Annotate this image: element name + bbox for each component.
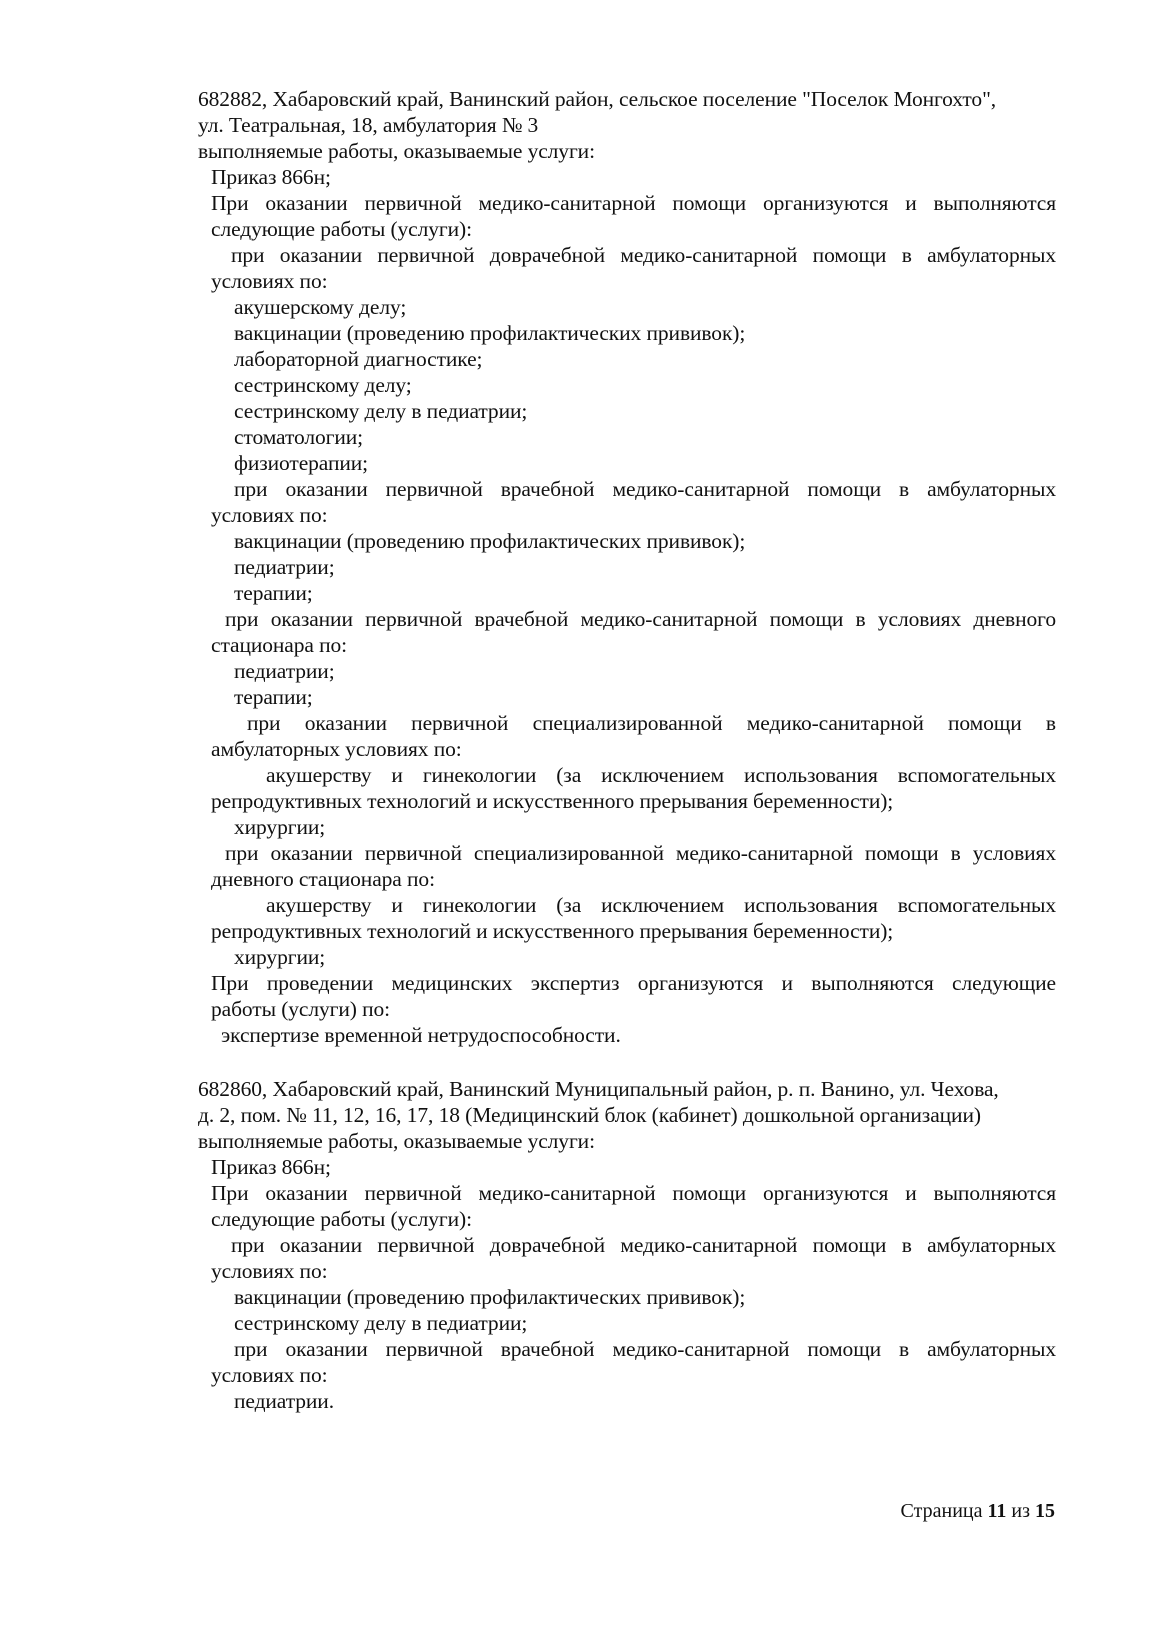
list-item: акушерству и гинекологии (за исключением использования вспомогательных: [266, 763, 1056, 787]
section-heading: при оказании первичной врачебной медико-санитарной помощи в амбулаторных: [234, 477, 1056, 501]
list-item: лабораторной диагностике;: [234, 347, 483, 371]
section-heading: дневного стационара по:: [211, 867, 435, 891]
address-line: 682882, Хабаровский край, Ванинский район, сельское поселение "Поселок Монгохто",: [198, 87, 997, 111]
expertise-text: работы (услуги) по:: [211, 997, 391, 1021]
section-heading: при оказании первичной врачебной медико-санитарной помощи в условиях дневного: [225, 607, 1056, 631]
of-label: из: [1011, 1500, 1030, 1522]
list-item: физиотерапии;: [234, 451, 369, 475]
intro-text: При оказании первичной медико-санитарной помощи организуются и выполняются: [211, 191, 1056, 215]
list-item: акушерству и гинекологии (за исключением использования вспомогательных: [266, 893, 1056, 917]
page-current: 11: [987, 1500, 1007, 1522]
services-label: выполняемые работы, оказываемые услуги:: [198, 1129, 595, 1153]
section-heading: при оказании первичной специализированной медико-санитарной помощи в: [247, 711, 1056, 735]
section-heading: при оказании первичной доврачебной медико-санитарной помощи в амбулаторных: [231, 243, 1056, 267]
intro-text: следующие работы (услуги):: [211, 1207, 472, 1231]
page-total: 15: [1035, 1500, 1055, 1522]
list-item: сестринскому делу в педиатрии;: [234, 399, 528, 423]
list-item: педиатрии;: [234, 555, 335, 579]
list-item: стоматологии;: [234, 425, 364, 449]
section-heading: условиях по:: [211, 503, 328, 527]
page-label: Страница: [900, 1500, 983, 1522]
order-reference: Приказ 866н;: [211, 165, 331, 189]
intro-text: следующие работы (услуги):: [211, 217, 472, 241]
order-reference: Приказ 866н;: [211, 1155, 331, 1179]
list-item: репродуктивных технологий и искусственного прерывания беременности);: [211, 789, 894, 813]
address-line: 682860, Хабаровский край, Ванинский Муниципальный район, р. п. Ванино, ул. Чехова,: [198, 1077, 999, 1101]
intro-text: При оказании первичной медико-санитарной помощи организуются и выполняются: [211, 1181, 1056, 1205]
section-heading: стационара по:: [211, 633, 348, 657]
list-item: педиатрии.: [234, 1389, 334, 1413]
list-item: вакцинации (проведению профилактических прививок);: [234, 1285, 746, 1309]
address-line: ул. Театральная, 18, амбулатория № 3: [198, 113, 539, 137]
list-item: вакцинации (проведению профилактических прививок);: [234, 529, 746, 553]
services-label: выполняемые работы, оказываемые услуги:: [198, 139, 595, 163]
page-number: [901, 1500, 1055, 1523]
list-item: сестринскому делу в педиатрии;: [234, 1311, 528, 1335]
list-item: терапии;: [234, 581, 313, 605]
list-item: экспертизе временной нетрудоспособности.: [221, 1023, 621, 1047]
section-heading: при оказании первичной врачебной медико-санитарной помощи в амбулаторных: [234, 1337, 1056, 1361]
list-item: вакцинации (проведению профилактических прививок);: [234, 321, 746, 345]
address-line: д. 2, пом. № 11, 12, 16, 17, 18 (Медицинский блок (кабинет) дошкольной организации): [198, 1103, 981, 1127]
section-heading: амбулаторных условиях по:: [211, 737, 462, 761]
list-item: хирургии;: [234, 945, 326, 969]
section-heading: условиях по:: [211, 1259, 328, 1283]
list-item: акушерскому делу;: [234, 295, 407, 319]
section-heading: при оказании первичной специализированной медико-санитарной помощи в условиях: [225, 841, 1056, 865]
section-heading: условиях по:: [211, 1363, 328, 1387]
list-item: педиатрии;: [234, 659, 335, 683]
section-heading: при оказании первичной доврачебной медико-санитарной помощи в амбулаторных: [231, 1233, 1056, 1257]
list-item: сестринскому делу;: [234, 373, 412, 397]
list-item: терапии;: [234, 685, 313, 709]
section-heading: условиях по:: [211, 269, 328, 293]
list-item: репродуктивных технологий и искусственного прерывания беременности);: [211, 919, 894, 943]
expertise-text: При проведении медицинских экспертиз организуются и выполняются следующие: [211, 971, 1056, 995]
list-item: хирургии;: [234, 815, 326, 839]
